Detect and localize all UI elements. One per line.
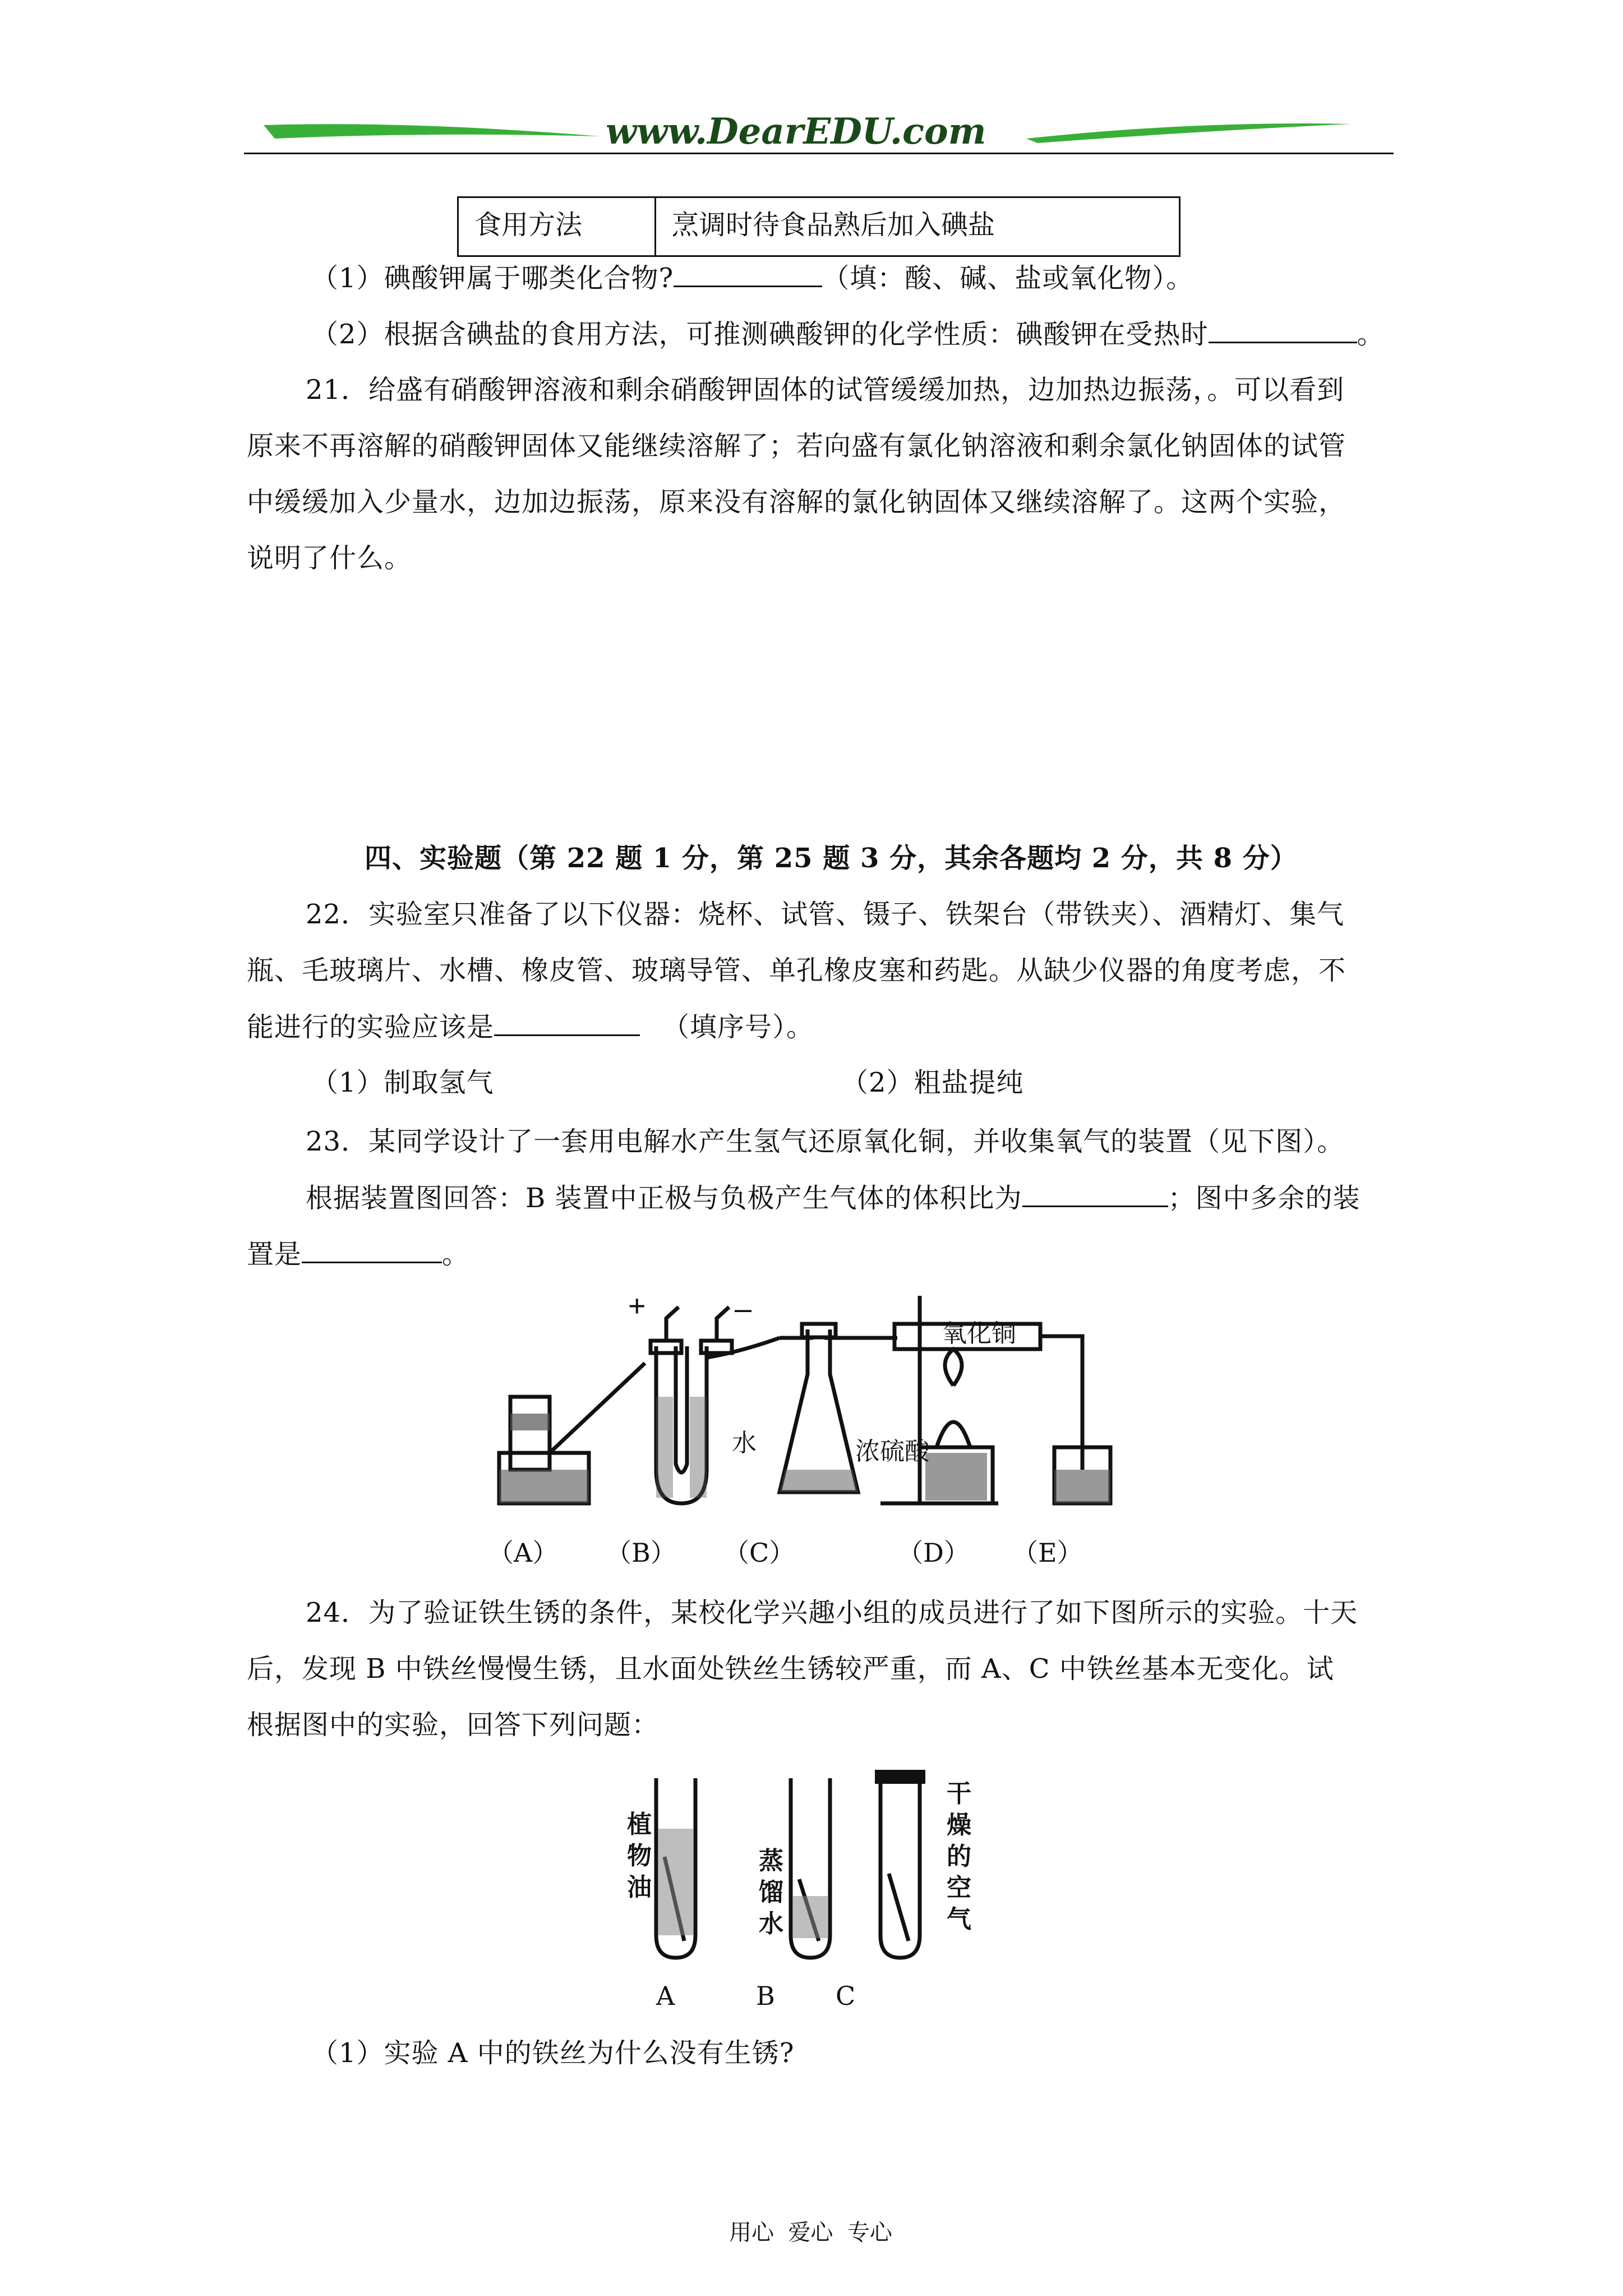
tube-label-C: C — [836, 1981, 856, 2011]
q20-part2-end: 。 — [1357, 319, 1385, 350]
q22-line1: 22．实验室只准备了以下仪器：烧杯、试管、镊子、铁架台（带铁夹）、酒精灯、集气 — [306, 899, 1345, 930]
q21-line4: 说明了什么。 — [247, 542, 412, 574]
q23-line1: 23．某同学设计了一套用电解水产生氢气还原氧化铜，并收集氧气的装置（见下图）。 — [306, 1126, 1345, 1157]
answer-blank — [674, 261, 822, 287]
answer-blank — [494, 1010, 640, 1036]
q20-part2-text: （2）根据含碘盐的食用方法，可推测碘酸钾的化学性质：碘酸钾在受热时 — [311, 319, 1209, 350]
q22-line3-text: 能进行的实验应该是 — [247, 1011, 495, 1043]
q22-option1: （1）制取氢气 — [311, 1067, 494, 1098]
q21-line3: 中缓缓加入少量水，边加边振荡，原来没有溶解的氯化钠固体又继续溶解了。这两个实验， — [247, 486, 1347, 518]
fig-label-C: （C） — [723, 1538, 795, 1568]
anode-sign: + — [628, 1289, 646, 1323]
label-char: 干 — [947, 1780, 971, 1807]
water-label: 水 — [732, 1429, 757, 1457]
answer-blank — [1022, 1181, 1168, 1207]
label-char: 燥 — [947, 1811, 971, 1839]
header-rule — [244, 153, 1394, 154]
q22-option2: （2）粗盐提纯 — [841, 1067, 1024, 1098]
fig-label-D: （D） — [897, 1538, 970, 1568]
label-char: 气 — [947, 1906, 971, 1933]
label-char: 的 — [947, 1843, 971, 1870]
q23-line2 — [306, 1181, 1361, 1215]
label-char: 蒸 — [759, 1847, 783, 1875]
q20-part1-hint: （填：酸、碱、盐或氧化物）。 — [822, 263, 1194, 294]
label-char: 油 — [627, 1874, 652, 1901]
page-footer: 用心 爱心 专心 — [729, 2220, 892, 2246]
copper-oxide-label: 氧化铜 — [942, 1320, 1016, 1347]
q24-line3: 根据图中的实验，回答下列问题： — [247, 1709, 660, 1741]
fig-label-A: （A） — [488, 1538, 559, 1568]
q23-line2-end: ；图中多余的装 — [1168, 1182, 1361, 1214]
answer-blank — [302, 1237, 442, 1263]
q23-line3 — [247, 1237, 469, 1271]
fig-label-E: （E） — [1012, 1538, 1083, 1568]
q23-line2-text: 根据装置图回答：B 装置中正极与负极产生气体的体积比为 — [306, 1182, 1022, 1214]
site-url: www.DearEDU.com — [606, 111, 986, 153]
acid-label: 浓硫酸 — [855, 1438, 929, 1465]
section-heading: 四、实验题（第 22 题 1 分，第 25 题 3 分，其余各题均 2 分，共 8 分） — [365, 843, 1298, 874]
q20-part2 — [311, 317, 1385, 351]
rust-test-tubes-figure — [651, 1767, 965, 1963]
q23-line3-text: 置是 — [247, 1239, 302, 1270]
label-char: 空 — [947, 1874, 971, 1902]
q24-part1: （1）实验 A 中的铁丝为什么没有生锈? — [311, 2037, 795, 2069]
distilled-water-label — [754, 1846, 788, 1940]
table-cell-value: 烹调时待食品熟后加入碘盐 — [672, 209, 995, 241]
q22-line2: 瓶、毛玻璃片、水槽、橡皮管、玻璃导管、单孔橡皮塞和药匙。从缺少仪器的角度考虑，不 — [247, 955, 1347, 986]
q22-line3 — [247, 1010, 814, 1044]
label-char: 馏 — [759, 1879, 783, 1906]
q21-line2: 原来不再溶解的硝酸钾固体又能继续溶解了；若向盛有氯化钠溶液和剩余氯化钠固体的试管 — [247, 430, 1347, 462]
q24-line1: 24．为了验证铁生锈的条件，某校化学兴趣小组的成员进行了如下图所示的实验。十天 — [306, 1597, 1358, 1628]
q23-line3-end: 。 — [442, 1239, 470, 1270]
q20-part1 — [311, 261, 1193, 295]
cathode-sign: – — [735, 1292, 752, 1326]
apparatus-drawing — [488, 1285, 1122, 1520]
label-char: 物 — [627, 1842, 652, 1870]
q22-line3-hint: （填序号）。 — [662, 1011, 814, 1043]
fig-label-B: （B） — [606, 1538, 676, 1568]
tube-label-A: A — [656, 1981, 675, 2011]
answer-blank — [1209, 317, 1357, 343]
test-tubes-drawing — [651, 1767, 965, 1963]
vegetable-oil-label — [623, 1809, 656, 1903]
q21-line1: 21．给盛有硝酸钾溶液和剩余硝酸钾固体的试管缓缓加热，边加热边振荡，。可以看到 — [306, 374, 1345, 406]
q24-line2: 后，发现 B 中铁丝慢慢生锈，且水面处铁丝生锈较严重，而 A、C 中铁丝基本无变化。试 — [247, 1653, 1334, 1685]
table-cell-label: 食用方法 — [459, 198, 656, 255]
electrolysis-apparatus-figure — [488, 1285, 1122, 1520]
tube-label-B: B — [756, 1981, 775, 2011]
food-usage-table-row — [457, 196, 1181, 257]
label-char: 水 — [759, 1910, 783, 1938]
dry-air-label — [942, 1778, 976, 1935]
label-char: 植 — [627, 1811, 652, 1838]
q20-part1-text: （1）碘酸钾属于哪类化合物? — [311, 263, 674, 294]
